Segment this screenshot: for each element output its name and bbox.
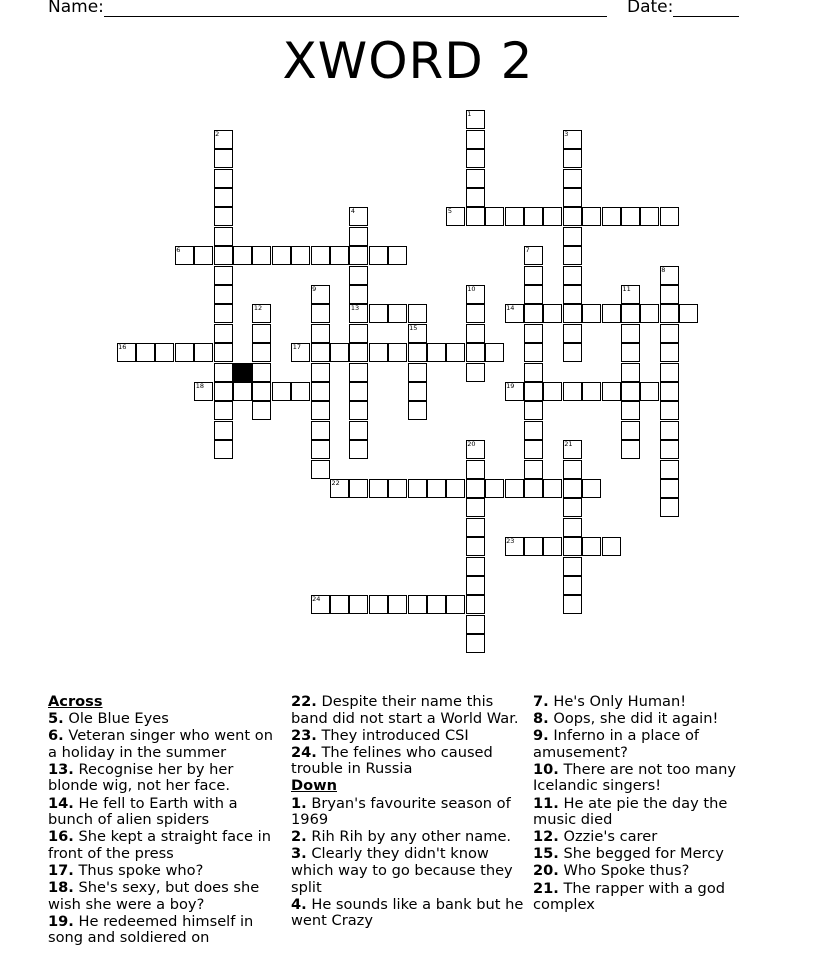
- down-clue: [533, 863, 743, 880]
- grid-cell[interactable]: [349, 382, 368, 401]
- grid-cell[interactable]: [640, 304, 659, 323]
- clue-column-1: [48, 694, 276, 947]
- clue-number: 4.: [291, 895, 307, 913]
- grid-cell[interactable]: [408, 304, 427, 323]
- cell-number: 9: [312, 285, 317, 293]
- grid-cell[interactable]: [194, 246, 213, 265]
- cell-number: 3: [564, 129, 569, 138]
- grid-cell[interactable]: [388, 304, 407, 323]
- grid-cell[interactable]: [408, 363, 427, 382]
- cell-number: 6: [176, 246, 181, 255]
- grid-cell[interactable]: [660, 421, 679, 440]
- grid-cell[interactable]: [660, 401, 679, 420]
- clue-number: 16.: [48, 828, 74, 846]
- cell-number: 10: [467, 285, 476, 293]
- cell-number: 23: [506, 537, 515, 546]
- clue-text: He fell to Earth with a bunch of alien spiders: [48, 794, 238, 829]
- grid-cell[interactable]: [369, 304, 388, 323]
- grid-cell[interactable]: [621, 421, 640, 440]
- grid-cell[interactable]: [621, 440, 640, 459]
- grid-cell[interactable]: [466, 518, 485, 537]
- clue-number: 2.: [291, 828, 307, 846]
- clue-column-2: [291, 694, 526, 930]
- clue-number: 17.: [48, 861, 74, 879]
- grid-cell[interactable]: [233, 382, 252, 401]
- cell-number: 21: [564, 440, 573, 449]
- grid-cell[interactable]: [311, 440, 330, 459]
- grid-cell[interactable]: [252, 324, 271, 343]
- clue-number: 8.: [533, 710, 549, 728]
- grid-cell[interactable]: [272, 382, 291, 401]
- grid-cell[interactable]: [388, 595, 407, 614]
- grid-cell[interactable]: [214, 304, 233, 323]
- grid-cell[interactable]: [563, 479, 582, 498]
- clue-number: 14.: [48, 794, 74, 812]
- grid-cell[interactable]: [466, 130, 485, 149]
- grid-cell[interactable]: [311, 304, 330, 323]
- cell-number: 2: [215, 129, 220, 138]
- across-clue: [291, 728, 526, 745]
- grid-cell[interactable]: [408, 343, 427, 362]
- across-clue: [291, 745, 526, 778]
- grid-cell[interactable]: [524, 207, 543, 226]
- across-clue: [48, 728, 276, 761]
- grid-cell[interactable]: [621, 304, 640, 323]
- grid-cell[interactable]: [524, 440, 543, 459]
- cell-number: 14: [506, 304, 515, 313]
- grid-cell[interactable]: [349, 246, 368, 265]
- clue-number: 3.: [291, 845, 307, 863]
- across-heading: Across: [48, 693, 103, 710]
- grid-cell[interactable]: [660, 285, 679, 304]
- clue-number: 24.: [291, 743, 317, 761]
- grid-cell[interactable]: [563, 149, 582, 168]
- grid-cell[interactable]: [466, 188, 485, 207]
- grid-cell[interactable]: [466, 169, 485, 188]
- grid-cell[interactable]: [214, 207, 233, 226]
- grid-cell[interactable]: [214, 324, 233, 343]
- clue-text: He sounds like a bank but he went Crazy: [291, 895, 524, 930]
- grid-cell[interactable]: [252, 401, 271, 420]
- cell-number: 5: [447, 207, 453, 216]
- grid-cell[interactable]: [660, 440, 679, 459]
- down-clue: [533, 846, 743, 863]
- grid-cell[interactable]: [408, 382, 427, 401]
- clue-number: 11.: [533, 794, 559, 812]
- cell-number: 4: [350, 207, 356, 216]
- grid-cell[interactable]: [505, 479, 524, 498]
- grid-cell[interactable]: [505, 207, 524, 226]
- clue-number: 12.: [533, 828, 559, 846]
- clue-text: They introduced CSI: [316, 726, 469, 744]
- grid-cell[interactable]: [466, 343, 485, 362]
- cell-number: 18: [195, 382, 204, 390]
- grid-cell[interactable]: [272, 246, 291, 265]
- grid-cell[interactable]: [524, 266, 543, 285]
- grid-cell[interactable]: [582, 207, 601, 226]
- grid-cell[interactable]: [563, 304, 582, 323]
- grid-cell[interactable]: [388, 343, 407, 362]
- grid-cell[interactable]: [524, 401, 543, 420]
- clue-text: Who Spoke thus?: [558, 862, 690, 880]
- grid-cell[interactable]: [621, 382, 640, 401]
- grid-cell[interactable]: [446, 595, 465, 614]
- clue-number: 18.: [48, 879, 74, 897]
- grid-cell[interactable]: [466, 304, 485, 323]
- grid-cell[interactable]: [330, 246, 349, 265]
- grid-cell[interactable]: [214, 246, 233, 265]
- down-clue: [533, 881, 743, 914]
- grid-cell[interactable]: [252, 363, 271, 382]
- grid-cell[interactable]: [466, 479, 485, 498]
- grid-cell[interactable]: [349, 421, 368, 440]
- grid-cell[interactable]: [660, 460, 679, 479]
- clue-text: She begged for Mercy: [558, 845, 724, 863]
- grid-cell[interactable]: [311, 382, 330, 401]
- grid-cell[interactable]: [563, 557, 582, 576]
- cell-number: 17: [292, 343, 301, 352]
- clue-text: Despite their name this band did not start a World War.: [291, 693, 519, 727]
- grid-cell[interactable]: [408, 479, 427, 498]
- grid-cell[interactable]: [311, 246, 330, 265]
- grid-cell[interactable]: [388, 246, 407, 265]
- grid-cell[interactable]: [563, 188, 582, 207]
- cell-number: 16: [118, 343, 127, 352]
- grid-cell[interactable]: [466, 460, 485, 479]
- grid-cell[interactable]: [563, 324, 582, 343]
- grid-cell[interactable]: [330, 343, 349, 362]
- down-clue: [533, 796, 743, 829]
- clue-text: The felines who caused trouble in Russia: [291, 743, 493, 778]
- grid-cell[interactable]: [311, 324, 330, 343]
- grid-cell[interactable]: [291, 246, 310, 265]
- grid-cell[interactable]: [408, 595, 427, 614]
- clue-text: Ole Blue Eyes: [63, 710, 169, 728]
- clue-text: He ate pie the day the music died: [533, 794, 728, 829]
- grid-cell[interactable]: [602, 382, 621, 401]
- grid-cell[interactable]: [466, 207, 485, 226]
- clue-text: Clearly they didn't know which way to go because they split: [291, 845, 513, 896]
- cell-number: 22: [331, 479, 340, 487]
- grid-cell[interactable]: [214, 149, 233, 168]
- cell-number: 24: [312, 595, 321, 604]
- down-clue: [533, 728, 743, 761]
- grid-cell[interactable]: [349, 595, 368, 614]
- grid-cell[interactable]: [311, 460, 330, 479]
- clue-text: Veteran singer who went on a holiday in the summer: [48, 727, 273, 761]
- grid-cell[interactable]: [214, 285, 233, 304]
- grid-cell[interactable]: [214, 363, 233, 382]
- clue-text: Rih Rih by any other name.: [306, 828, 512, 846]
- across-clue: [48, 880, 276, 913]
- grid-cell[interactable]: [543, 479, 562, 498]
- grid-cell[interactable]: [640, 207, 659, 226]
- clue-number: 1.: [291, 794, 307, 812]
- clue-number: 7.: [533, 693, 549, 710]
- clue-text: Inferno in a place of amusement?: [533, 727, 700, 761]
- cell-number: 1: [467, 110, 472, 119]
- grid-cell[interactable]: [621, 324, 640, 343]
- grid-cell[interactable]: [427, 595, 446, 614]
- grid-cell[interactable]: [524, 479, 543, 498]
- clue-text: There are not too many Icelandic singers!: [533, 760, 736, 795]
- grid-cell[interactable]: [660, 343, 679, 362]
- grid-cell[interactable]: [660, 498, 679, 517]
- across-clue: [48, 863, 276, 880]
- clue-number: 5.: [48, 710, 64, 728]
- grid-cell[interactable]: [194, 343, 213, 362]
- grid-cell[interactable]: [311, 421, 330, 440]
- grid-cell[interactable]: [640, 382, 659, 401]
- grid-cell[interactable]: [214, 169, 233, 188]
- cell-number: 12: [253, 304, 263, 313]
- down-clue: [533, 829, 743, 846]
- grid-cell[interactable]: [466, 363, 485, 382]
- clue-number: 22.: [291, 693, 317, 710]
- grid-cell[interactable]: [524, 382, 543, 401]
- clue-text: Ozzie's carer: [558, 828, 658, 846]
- across-clue: [48, 914, 276, 947]
- grid-cell[interactable]: [408, 401, 427, 420]
- across-clue: [291, 694, 526, 727]
- grid-cell[interactable]: [466, 149, 485, 168]
- grid-cell[interactable]: [349, 440, 368, 459]
- across-clue: [48, 796, 276, 829]
- grid-cell[interactable]: [582, 382, 601, 401]
- down-clue: [291, 846, 526, 896]
- clue-text: She's sexy, but does she wish she were a boy?: [48, 879, 260, 913]
- grid-cell[interactable]: [349, 343, 368, 362]
- across-clue: [48, 829, 276, 862]
- grid-cell[interactable]: [311, 363, 330, 382]
- black-square: [233, 363, 252, 382]
- grid-cell[interactable]: [311, 401, 330, 420]
- cell-number: 11: [622, 285, 631, 293]
- grid-cell[interactable]: [233, 246, 252, 265]
- cell-number: 15: [409, 323, 418, 332]
- grid-cell[interactable]: [563, 576, 582, 595]
- grid-cell[interactable]: [349, 266, 368, 285]
- grid-cell[interactable]: [369, 246, 388, 265]
- down-clue: [533, 711, 743, 728]
- clue-text: He's Only Human!: [548, 693, 687, 710]
- cell-number: 7: [525, 246, 530, 255]
- grid-cell[interactable]: [330, 595, 349, 614]
- grid-cell[interactable]: [252, 382, 271, 401]
- clue-text: The rapper with a god complex: [533, 879, 726, 914]
- grid-cell[interactable]: [524, 304, 543, 323]
- grid-cell[interactable]: [427, 343, 446, 362]
- grid-cell[interactable]: [214, 188, 233, 207]
- grid-cell[interactable]: [524, 421, 543, 440]
- grid-cell[interactable]: [679, 304, 698, 323]
- grid-cell[interactable]: [563, 285, 582, 304]
- grid-cell[interactable]: [524, 343, 543, 362]
- clue-number: 21.: [533, 879, 559, 897]
- grid-cell[interactable]: [466, 537, 485, 556]
- grid-cell[interactable]: [446, 343, 465, 362]
- grid-cell[interactable]: [621, 363, 640, 382]
- grid-cell[interactable]: [214, 401, 233, 420]
- grid-cell[interactable]: [524, 324, 543, 343]
- grid-cell[interactable]: [563, 537, 582, 556]
- grid-cell[interactable]: [582, 479, 601, 498]
- grid-cell[interactable]: [349, 401, 368, 420]
- grid-cell[interactable]: [485, 479, 504, 498]
- down-clue: [291, 897, 526, 930]
- grid-cell[interactable]: [524, 460, 543, 479]
- grid-cell[interactable]: [369, 595, 388, 614]
- grid-cell[interactable]: [621, 343, 640, 362]
- grid-cell[interactable]: [563, 343, 582, 362]
- clue-number: 19.: [48, 912, 74, 930]
- grid-cell[interactable]: [524, 537, 543, 556]
- grid-cell[interactable]: [582, 537, 601, 556]
- grid-cell[interactable]: [563, 227, 582, 246]
- grid-cell[interactable]: [660, 479, 679, 498]
- grid-cell[interactable]: [466, 595, 485, 614]
- grid-cell[interactable]: [621, 207, 640, 226]
- down-clue: [533, 762, 743, 795]
- grid-cell[interactable]: [660, 382, 679, 401]
- grid-cell[interactable]: [543, 304, 562, 323]
- grid-cell[interactable]: [543, 382, 562, 401]
- clue-number: 10.: [533, 760, 559, 778]
- page-title: XWORD 2: [282, 32, 534, 90]
- grid-cell[interactable]: [175, 343, 194, 362]
- clue-text: Thus spoke who?: [73, 861, 204, 879]
- down-clue: [291, 796, 526, 829]
- grid-cell[interactable]: [214, 266, 233, 285]
- clue-number: 6.: [48, 727, 64, 745]
- grid-cell[interactable]: [252, 343, 271, 362]
- down-clue: [291, 829, 526, 846]
- clue-text: Recognise her by her blonde wig, not her face.: [48, 760, 234, 795]
- grid-cell[interactable]: [563, 518, 582, 537]
- grid-cell[interactable]: [563, 207, 582, 226]
- down-heading: Down: [291, 777, 338, 795]
- grid-cell[interactable]: [349, 285, 368, 304]
- grid-cell[interactable]: [427, 479, 446, 498]
- grid-cell[interactable]: [369, 479, 388, 498]
- grid-cell[interactable]: [563, 498, 582, 517]
- grid-cell[interactable]: [563, 266, 582, 285]
- grid-cell[interactable]: [369, 343, 388, 362]
- cell-number: 19: [506, 382, 515, 390]
- grid-cell[interactable]: [563, 460, 582, 479]
- clue-column-3: [533, 694, 743, 914]
- grid-cell[interactable]: [602, 304, 621, 323]
- clue-number: 15.: [533, 845, 559, 863]
- grid-cell[interactable]: [291, 382, 310, 401]
- grid-cell[interactable]: [543, 207, 562, 226]
- name-label: Name:: [48, 0, 104, 17]
- grid-cell[interactable]: [466, 557, 485, 576]
- clue-number: 23.: [291, 726, 317, 744]
- grid-cell[interactable]: [252, 246, 271, 265]
- clue-text: She kept a straight face in front of the press: [48, 828, 271, 862]
- grid-cell[interactable]: [214, 382, 233, 401]
- grid-cell[interactable]: [349, 479, 368, 498]
- grid-cell[interactable]: [466, 634, 485, 653]
- grid-cell[interactable]: [349, 324, 368, 343]
- grid-cell[interactable]: [446, 479, 465, 498]
- grid-cell[interactable]: [485, 207, 504, 226]
- grid-cell[interactable]: [660, 363, 679, 382]
- grid-cell[interactable]: [621, 401, 640, 420]
- across-clue: [48, 711, 276, 728]
- grid-cell[interactable]: [466, 324, 485, 343]
- date-label: Date:: [627, 0, 674, 17]
- grid-cell[interactable]: [660, 207, 679, 226]
- grid-cell[interactable]: [563, 382, 582, 401]
- grid-cell[interactable]: [388, 479, 407, 498]
- grid-cell[interactable]: [155, 343, 174, 362]
- across-clue: [48, 762, 276, 795]
- grid-cell[interactable]: [349, 363, 368, 382]
- cell-number: 20: [467, 440, 476, 449]
- clue-number: 9.: [533, 727, 549, 745]
- grid-cell[interactable]: [524, 285, 543, 304]
- grid-cell[interactable]: [466, 576, 485, 595]
- grid-cell[interactable]: [311, 343, 330, 362]
- clue-number: 20.: [533, 862, 559, 880]
- grid-cell[interactable]: [214, 421, 233, 440]
- clue-text: Bryan's favourite season of 1969: [291, 794, 511, 829]
- grid-cell[interactable]: [543, 537, 562, 556]
- grid-cell[interactable]: [349, 227, 368, 246]
- grid-cell[interactable]: [660, 304, 679, 323]
- grid-cell[interactable]: [214, 343, 233, 362]
- clue-text: Oops, she did it again!: [548, 710, 719, 728]
- cell-number: 8: [661, 265, 666, 274]
- down-clue: [533, 694, 743, 711]
- grid-cell[interactable]: [214, 227, 233, 246]
- grid-cell[interactable]: [602, 207, 621, 226]
- grid-cell[interactable]: [660, 324, 679, 343]
- grid-cell[interactable]: [524, 363, 543, 382]
- grid-cell[interactable]: [582, 304, 601, 323]
- grid-cell[interactable]: [466, 498, 485, 517]
- grid-cell[interactable]: [563, 246, 582, 265]
- grid-cell[interactable]: [563, 169, 582, 188]
- grid-cell[interactable]: [466, 615, 485, 634]
- grid-cell[interactable]: [214, 440, 233, 459]
- grid-cell[interactable]: [602, 537, 621, 556]
- cell-number: 13: [350, 304, 360, 313]
- grid-cell[interactable]: [563, 595, 582, 614]
- clue-text: He redeemed himself in song and soldiered on: [48, 912, 254, 947]
- grid-cell[interactable]: [136, 343, 155, 362]
- grid-cell[interactable]: [485, 343, 504, 362]
- clue-number: 13.: [48, 760, 74, 778]
